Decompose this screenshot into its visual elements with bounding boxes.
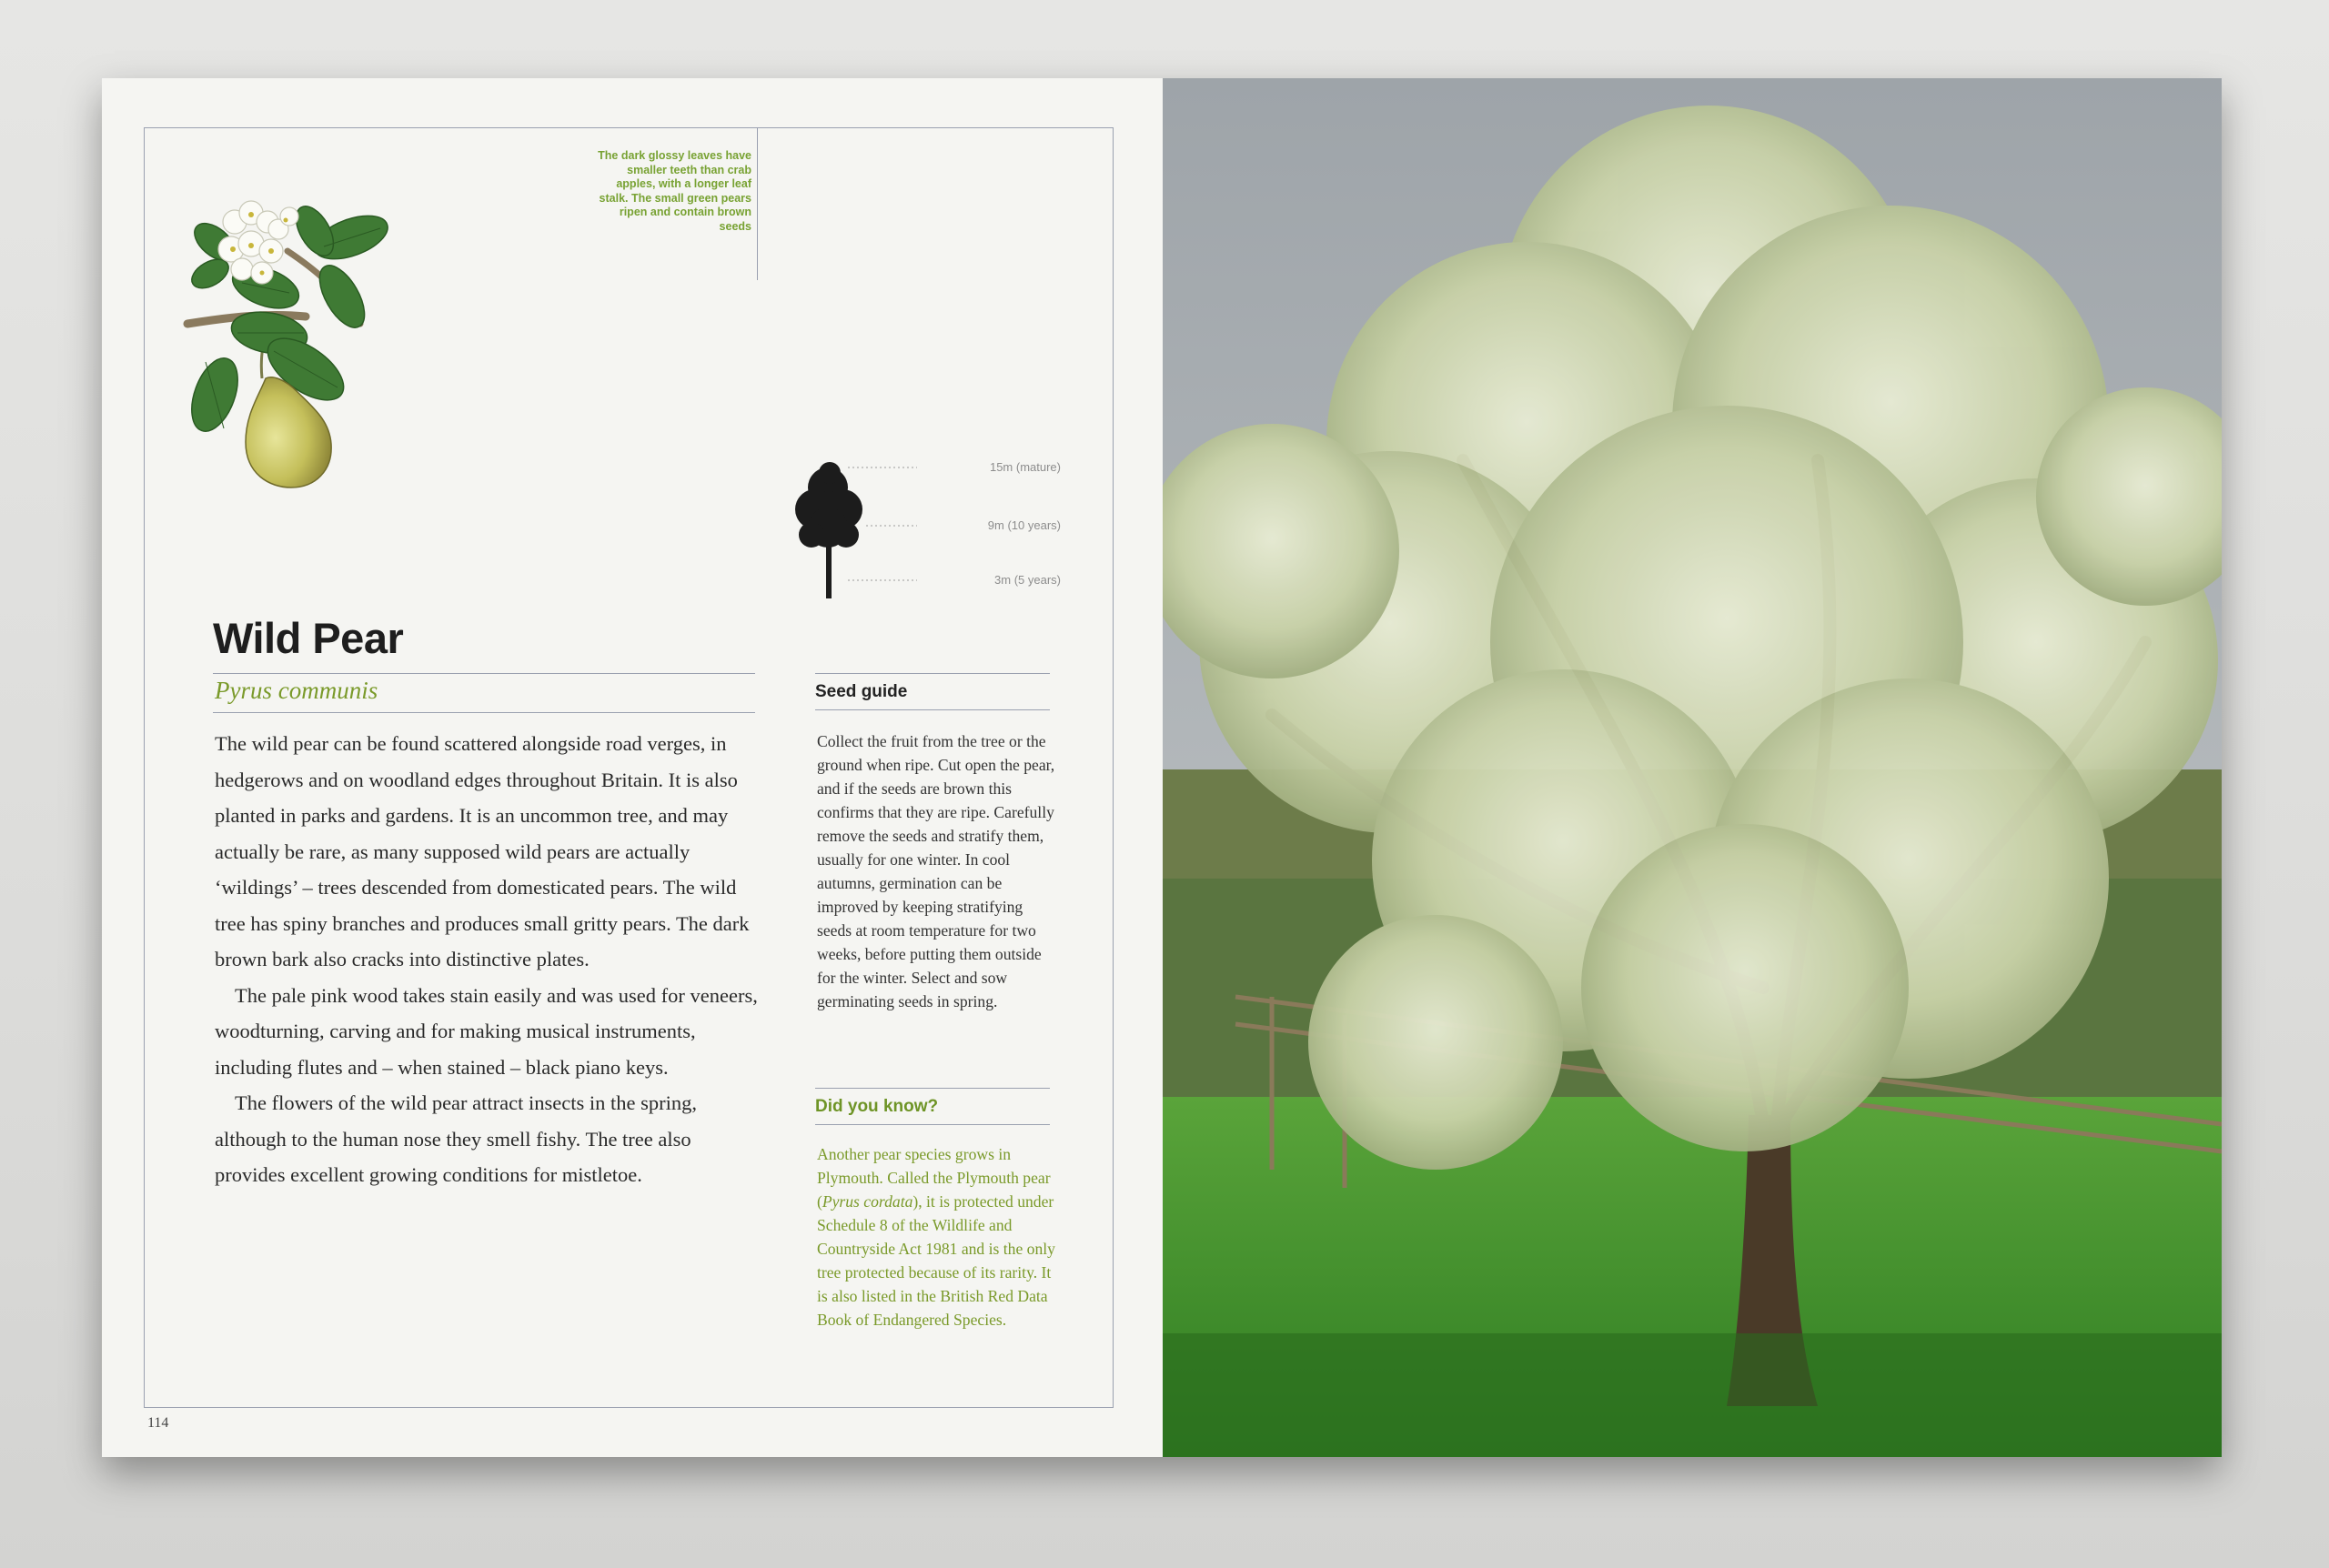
- book-spread: [102, 78, 2222, 1457]
- page-title: Wild Pear: [213, 614, 404, 662]
- height-label-mature: 15m (mature): [989, 460, 1061, 474]
- did-you-know-bottom-rule: [815, 1124, 1050, 1125]
- did-you-know-top-rule: [815, 1088, 1050, 1089]
- pear-branch-illustration: [178, 196, 524, 506]
- did-you-know-heading: Did you know?: [815, 1097, 939, 1116]
- did-you-know-species-name: Pyrus cordata: [822, 1192, 913, 1211]
- body-paragraph-3: The flowers of the wild pear attract insects in the spring, although to the human nose they smell fishy. The tree also provides excellent growing conditions for mistletoe.: [215, 1091, 697, 1186]
- wild-pear-tree-photo: [1163, 78, 2222, 1457]
- illustration-caption: The dark glossy leaves have smaller teeth than crab apples, with a longer leaf stalk. The small green pears ripen and contain brown seeds: [598, 149, 751, 233]
- page-number: 114: [147, 1415, 169, 1431]
- right-page: [1163, 78, 2222, 1457]
- seed-guide-heading: Seed guide: [815, 682, 908, 701]
- did-you-know-text-part-2: ), it is protected under Schedule 8 of the Wildlife and Countryside Act 1981 and is the only tree protected because of its rarity. It is also listed in the British Red Data Book of Endangered Species.: [817, 1192, 1055, 1329]
- caption-rule: [757, 127, 758, 280]
- left-page: [102, 78, 1163, 1457]
- body-paragraph-1: The wild pear can be found scattered alongside road verges, in hedgerows and on woodland edges throughout Britain. It is also planted in parks and gardens. It is an uncommon tree, and may actually be rare, as many supposed wild pears are actually ‘wildings’ – trees descended from domesticated pears. The wild tree has spiny branches and produces small gritty pears. The dark brown bark also cracks into distinctive plates.: [215, 732, 750, 970]
- did-you-know-text-part-1: Another pear species grows in Plymouth. Called the Plymouth pear (: [817, 1145, 1051, 1211]
- tree-height-guide: [793, 444, 1084, 608]
- body-paragraph-2: The pale pink wood takes stain easily and was used for veneers, woodturning, carving and for making musical instruments, including flutes and – when stained – black piano keys.: [215, 983, 758, 1079]
- height-label-10-years: 9m (10 years): [987, 518, 1061, 532]
- seed-guide-top-rule: [815, 673, 1050, 674]
- height-label-5-years: 3m (5 years): [994, 573, 1061, 587]
- seed-guide-text: Collect the fruit from the tree or the ground when ripe. Cut open the pear, and if the seeds are brown this confirms that they are ripe. Carefully remove the seeds and stratify them, usually for one winter. In cool autumns, germination can be improved by keeping stratifying seeds at room temperature for two weeks, before putting them outside for the winter. Select and sow germinating seeds in spring.: [817, 732, 1055, 1010]
- body-text: [215, 726, 761, 1193]
- title-divider: [213, 673, 755, 674]
- seed-guide-bottom-rule: [815, 709, 1050, 710]
- did-you-know-text: [817, 1142, 1055, 1332]
- tree-silhouette-icon: [795, 462, 862, 598]
- latin-name: Pyrus communis: [215, 677, 378, 704]
- latin-divider: [213, 712, 755, 713]
